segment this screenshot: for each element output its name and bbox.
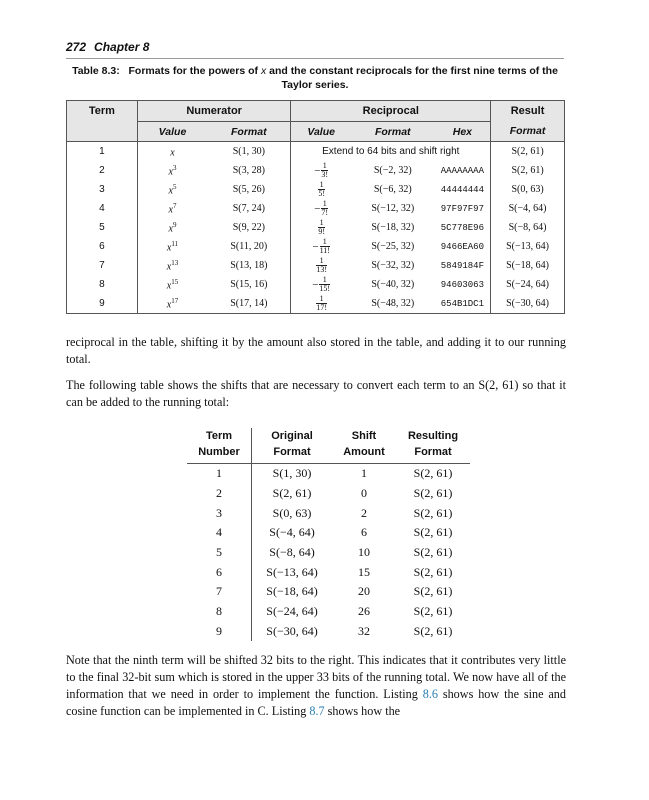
result-format: S(−18, 64)	[491, 256, 565, 275]
reciprocal-format: S(−48, 32)	[351, 294, 435, 314]
table-row	[67, 237, 565, 256]
shift-amount-cell: 1	[361, 466, 367, 481]
header-result: Result	[491, 101, 565, 122]
shift-table	[187, 428, 470, 641]
reciprocal-hex: 5849184F	[435, 256, 491, 275]
subheader-format: Format	[207, 122, 291, 142]
chapter-title: Chapter 8	[94, 40, 150, 54]
term-cell: 9	[67, 294, 138, 314]
numerator-value: $x^{11}$	[166, 239, 179, 254]
table-row	[67, 161, 565, 180]
resulting-format-cell: S(2, 61)	[413, 564, 453, 579]
reciprocal-format: S(−40, 32)	[371, 279, 415, 290]
numerator-value: $x^9$	[168, 220, 177, 235]
header-reciprocal: Reciprocal	[291, 101, 491, 122]
term-cell: 8	[67, 275, 138, 294]
table-row	[67, 142, 565, 162]
result-format: S(−30, 64)	[491, 294, 565, 314]
term-cell: 6	[67, 237, 138, 256]
table-row	[67, 218, 565, 237]
resulting-format-cell: S(2, 61)	[413, 486, 453, 501]
term-number-cell: 8	[187, 602, 252, 622]
term-cell: 7	[67, 256, 138, 275]
numerator-value: $x^{17}$	[137, 294, 207, 314]
extend-note: Extend to 64 bits and shift right	[291, 142, 491, 162]
table-row	[187, 562, 470, 582]
shift-amount-cell: 2	[361, 505, 367, 520]
reciprocal-format: S(−12, 32)	[371, 203, 415, 214]
table-row	[187, 523, 470, 543]
resulting-format-cell: S(2, 61)	[413, 505, 453, 520]
reciprocal-format: S(−18, 32)	[371, 222, 415, 233]
table-row	[67, 256, 565, 275]
term-number-cell: 2	[187, 484, 252, 504]
result-format: S(−24, 64)	[491, 275, 565, 294]
taylor-table-body	[67, 142, 565, 314]
term-number-cell: 7	[187, 582, 252, 602]
reciprocal-hex: 654B1DC1	[435, 294, 491, 314]
shift-amount-cell: 6	[361, 525, 367, 540]
table-row	[67, 180, 565, 199]
table-row	[187, 543, 470, 563]
listing-link-8-6[interactable]: 8.6	[422, 687, 438, 701]
reciprocal-hex: 9466EA60	[435, 237, 491, 256]
reciprocal-value: − $\frac{1}{11!}$	[312, 237, 330, 255]
result-format: S(0, 63)	[491, 180, 565, 199]
reciprocal-hex: 97F97F97	[435, 199, 491, 218]
header-term: Term	[67, 101, 138, 122]
numerator-value: $x^{13}$	[166, 258, 179, 273]
caption-label: Table 8.3:	[72, 65, 120, 77]
original-format-cell: S(2, 61)	[272, 486, 312, 501]
table-row	[67, 199, 565, 218]
shift-amount-cell: 0	[361, 486, 367, 501]
reciprocal-value: $\frac{1}{13!}$	[316, 256, 327, 274]
subheader-value: Value	[137, 122, 207, 142]
term-number-cell: 6	[187, 562, 252, 582]
caption-text-a: Formats for the powers of	[128, 65, 261, 77]
resulting-format-cell: S(2, 61)	[413, 545, 453, 560]
subheader-hex: Hex	[435, 122, 491, 142]
reciprocal-value: $\frac{1}{9!}$	[318, 218, 325, 236]
subheader-rvalue: Value	[291, 122, 351, 142]
result-format: S(−8, 64)	[491, 218, 565, 237]
numerator-value: $x^5$	[168, 182, 177, 197]
paragraph-shifts-intro: The following table shows the shifts that are necessary to convert each term to an S(2, 61) so that it can be added to the running total:	[66, 378, 566, 409]
term-cell: 3	[67, 180, 138, 199]
numerator-format: S(3, 28)	[207, 161, 291, 180]
reciprocal-hex: 44444444	[435, 180, 491, 199]
numerator-format: S(17, 14)	[207, 294, 291, 314]
reciprocal-value: − $\frac{1}{15!}$	[312, 275, 331, 293]
reciprocal-hex: 94603063	[435, 275, 491, 294]
original-format-cell: S(−24, 64)	[266, 604, 318, 619]
term-number-cell: 1	[187, 464, 252, 484]
shift-amount-cell: 15	[358, 564, 370, 579]
term-cell: 1	[67, 142, 138, 162]
original-format-cell: S(−4, 64)	[269, 525, 315, 540]
page-header	[66, 38, 564, 59]
resulting-format-cell: S(2, 61)	[413, 584, 453, 599]
header-original-format: Original Format	[252, 428, 333, 464]
term-number-cell: 9	[187, 622, 252, 642]
result-format: S(2, 61)	[491, 161, 565, 180]
shift-amount-cell: 32	[358, 623, 370, 638]
reciprocal-format: S(−25, 32)	[371, 241, 415, 252]
term-number-cell: 5	[187, 543, 252, 563]
original-format-cell: S(−8, 64)	[269, 545, 315, 560]
taylor-formats-table	[66, 100, 565, 314]
numerator-format: S(15, 16)	[207, 275, 291, 294]
term-cell: 5	[67, 218, 138, 237]
header-resulting-format: Resulting Format	[396, 428, 470, 464]
subheader-rformat: Format	[351, 122, 435, 142]
table-row	[187, 582, 470, 602]
reciprocal-value: $\frac{1}{5!}$	[318, 180, 325, 198]
resulting-format-cell: S(2, 61)	[413, 466, 453, 481]
shift-amount-cell: 26	[358, 604, 370, 619]
numerator-value: $x^3$	[168, 163, 177, 178]
table-row	[187, 503, 470, 523]
original-format-cell: S(1, 30)	[272, 466, 312, 481]
numerator-value: x	[170, 147, 175, 159]
reciprocal-format: S(−6, 32)	[373, 184, 412, 195]
header-term-number: Term Number	[187, 428, 252, 464]
reciprocal-value: $\frac{1}{17!}$	[291, 294, 351, 314]
reciprocal-format: S(−32, 32)	[371, 260, 415, 271]
header-numerator: Numerator	[137, 101, 291, 122]
listing-link-8-7[interactable]: 8.7	[309, 704, 325, 718]
term-number-cell: 3	[187, 503, 252, 523]
term-cell: 2	[67, 161, 138, 180]
resulting-format-cell: S(2, 61)	[413, 604, 453, 619]
numerator-format: S(9, 22)	[207, 218, 291, 237]
result-format: S(2, 61)	[491, 142, 565, 162]
reciprocal-value: − $\frac{1}{7!}$	[314, 199, 329, 217]
numerator-format: S(5, 26)	[207, 180, 291, 199]
reciprocal-format: S(−2, 32)	[373, 165, 412, 176]
page-number: 272	[66, 40, 87, 54]
table-row	[187, 622, 470, 642]
reciprocal-hex: 5C778E96	[435, 218, 491, 237]
shift-table-body	[187, 464, 470, 642]
numerator-format: S(7, 24)	[207, 199, 291, 218]
original-format-cell: S(−30, 64)	[266, 623, 318, 638]
shift-amount-cell: 20	[358, 584, 370, 599]
numerator-value: $x^7$	[168, 201, 177, 216]
shift-amount-cell: 10	[358, 545, 370, 560]
header-shift-amount: Shift Amount	[332, 428, 396, 464]
result-format: S(−13, 64)	[491, 237, 565, 256]
numerator-format: S(11, 20)	[207, 237, 291, 256]
table-row	[67, 275, 565, 294]
original-format-cell: S(−13, 64)	[266, 564, 318, 579]
table-row	[187, 484, 470, 504]
table-caption	[66, 64, 564, 92]
original-format-cell: S(0, 63)	[272, 505, 312, 520]
numerator-format: S(1, 30)	[207, 142, 291, 162]
original-format-cell: S(−18, 64)	[266, 584, 318, 599]
caption-text-b: and the constant reciprocals for the first nine terms of the Taylor series.	[266, 65, 558, 91]
term-number-cell: 4	[187, 523, 252, 543]
subheader-resformat: Format	[491, 122, 565, 142]
table-row	[187, 464, 470, 484]
numerator-value: $x^{15}$	[166, 277, 179, 292]
table-row	[187, 602, 470, 622]
caption-x: x	[260, 65, 267, 77]
reciprocal-value: − $\frac{1}{3!}$	[314, 161, 329, 179]
result-format: S(−4, 64)	[491, 199, 565, 218]
term-cell: 4	[67, 199, 138, 218]
resulting-format-cell: S(2, 61)	[413, 525, 453, 540]
resulting-format-cell: S(2, 61)	[413, 623, 453, 638]
reciprocal-hex: AAAAAAAA	[435, 161, 491, 180]
paragraph-ninth-term: Note that the ninth term will be shifted 32 bits to the right. This indicates that it contributes very little to the final 32-bit sum which is stored in the upper 33 bits of the running total. We now have all of the information that we need in order to implement the function. Listing 8.6 shows how the sine and cosine function can be implemented in C. Listing 8.7 shows how the	[66, 653, 566, 718]
paragraph-reciprocal: reciprocal in the table, shifting it by the amount also stored in the table, and adding it to our running total.	[66, 335, 566, 366]
table-row	[67, 294, 565, 314]
numerator-format: S(13, 18)	[207, 256, 291, 275]
